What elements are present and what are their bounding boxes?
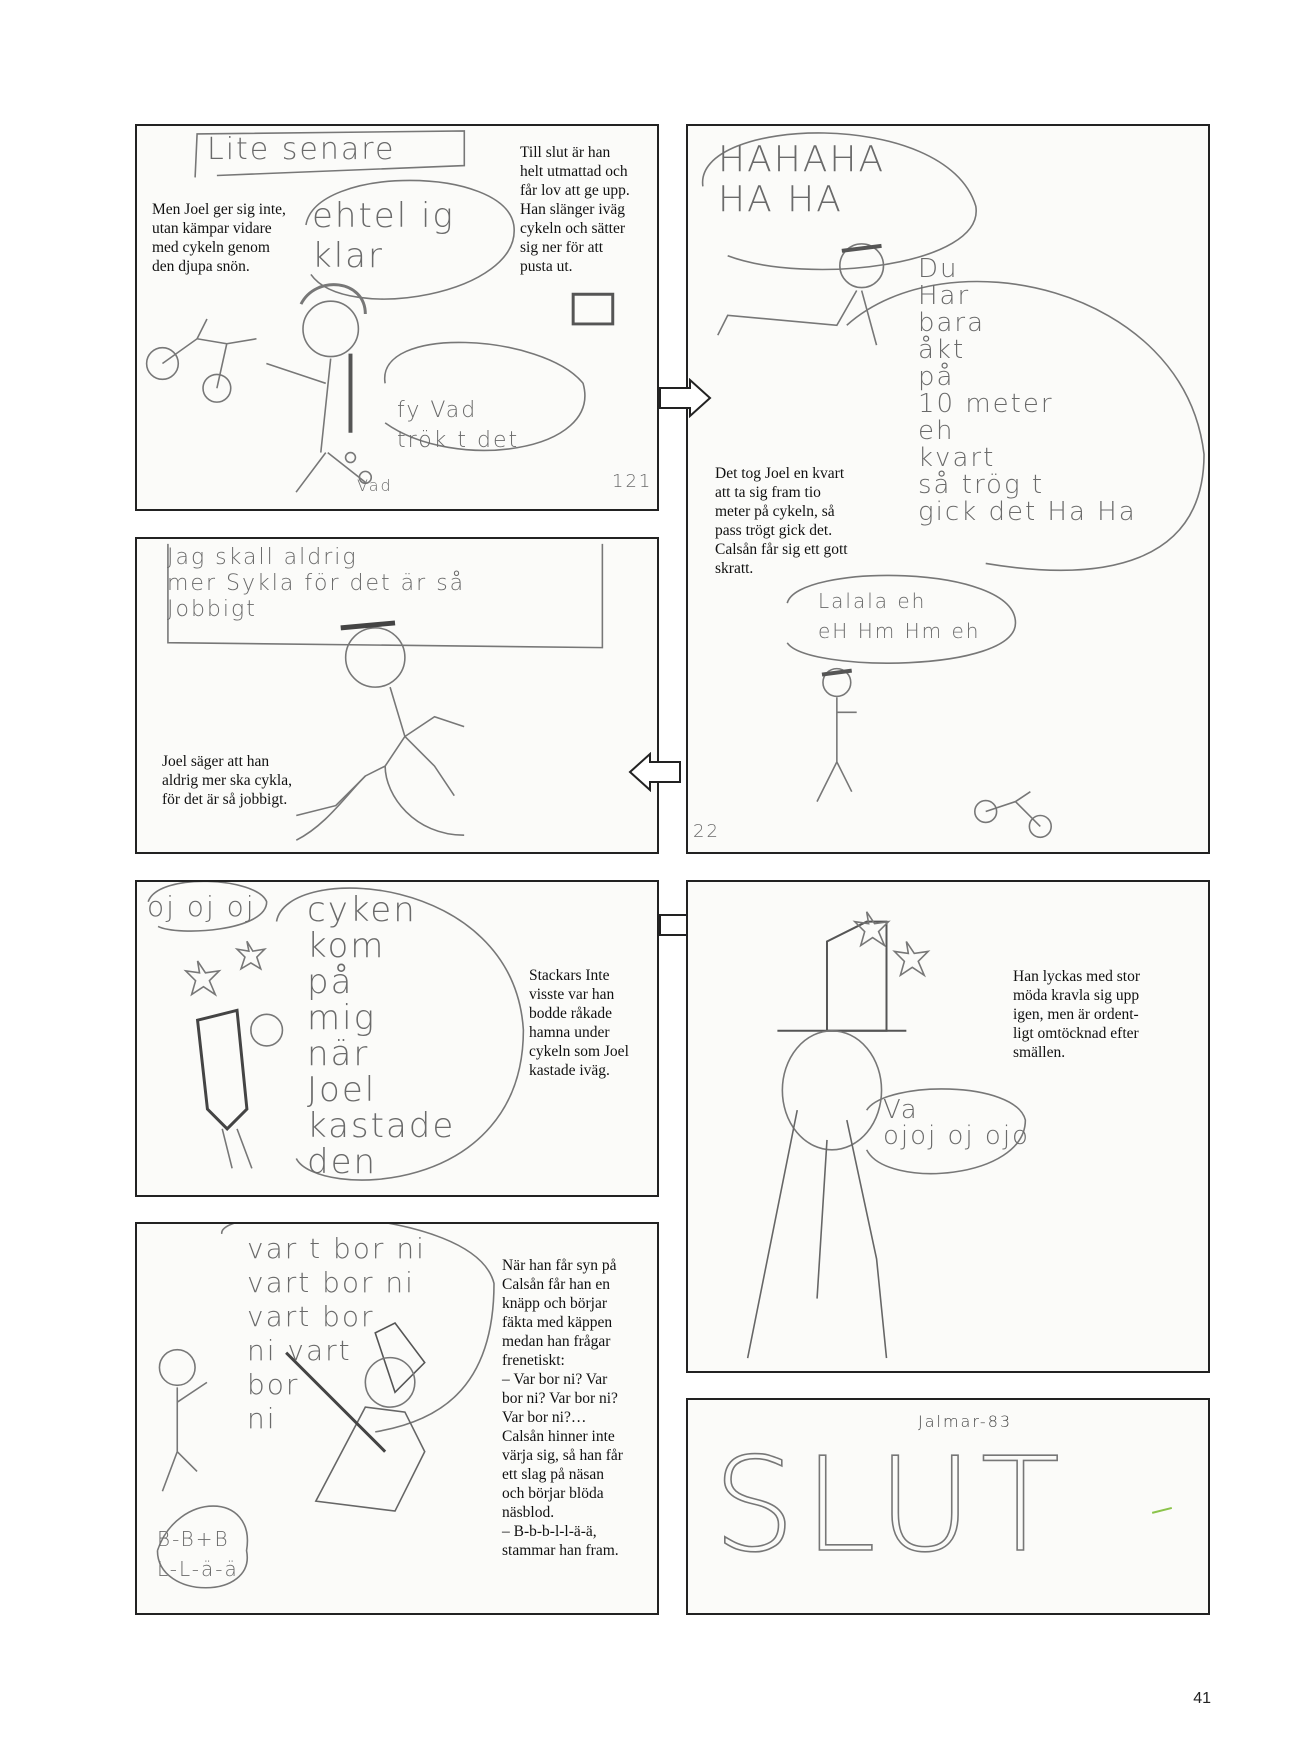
- comic-panel-4: [135, 880, 659, 1197]
- hand-signature-text: Jalmar-83: [918, 1412, 1013, 1431]
- hand-laugh-text: HAHAHA HA HA: [718, 139, 886, 220]
- hand-speech-text: Du Har bara åkt på 10 meter eh kvart så trög t gick det Ha Ha: [918, 254, 1137, 527]
- hand-panel-number: 121: [612, 471, 653, 492]
- arrow-left-icon: [620, 752, 700, 792]
- comic-panel-5: [686, 880, 1210, 1373]
- comic-panel-2: [686, 124, 1210, 854]
- panel-7-marks: [688, 1400, 1208, 1613]
- comic-panel-6: [135, 1222, 659, 1615]
- hand-bubble-text: Lalala eh eH Hm Hm eh: [818, 589, 981, 643]
- hand-bubble-text: Va ojoj oj ojo: [883, 1095, 1030, 1151]
- hand-thought-text: fy Vad trök t det: [397, 398, 520, 453]
- hand-slut-text: SLUT: [713, 1429, 1069, 1581]
- hand-title-text: Lite senare: [207, 132, 396, 167]
- hand-speech-text: cyken kom på mig när Joel kastade den: [307, 890, 456, 1182]
- arrow-right-icon: [640, 378, 720, 418]
- caption: Stackars Inte visste var han bodde råkade hamna under cykeln som Joel kastade iväg.: [529, 967, 629, 1079]
- caption-right: Till slut är han helt utmattad och får lov att ge upp. Han slänger iväg cykeln och sätter sig ner för att pusta ut.: [520, 144, 630, 275]
- hand-speech-text: Jag skall aldrig mer Sykla för det är så Jobbigt: [167, 545, 466, 622]
- hand-speech-text: ehtel ig klar: [312, 196, 455, 276]
- comic-panel-7: [686, 1398, 1210, 1615]
- comic-panel-1: [135, 124, 659, 511]
- hand-panel-number: 22: [693, 821, 720, 842]
- caption-left: Men Joel ger sig inte, utan kämpar vidare med cykeln genom den djupa snön.: [152, 201, 286, 275]
- caption: Joel säger att han aldrig mer ska cykla, för det är så jobbigt.: [162, 753, 292, 808]
- caption: Han lyckas med stor möda kravla sig upp igen, men är ordent- ligt omtöcknad efter smällen.: [1013, 968, 1140, 1061]
- hand-small-text: Vad: [357, 476, 393, 495]
- caption: Det tog Joel en kvart att ta sig fram tio meter på cykeln, så pass trögt gick det. Calsån får sig ett gott skratt.: [715, 465, 848, 577]
- comic-panel-3: [135, 537, 659, 854]
- page-number: 41: [1193, 1690, 1211, 1707]
- hand-oj-text: oj oj oj: [147, 890, 256, 923]
- hand-stutter-text: B-B+B L-L-ä-ä: [157, 1527, 239, 1581]
- caption: När han får syn på Calsån får han en knäpp och börjar fäkta med käppen medan han frågar frenetiskt: – Var bor ni? Var bor ni? Var bor ni? Var bor ni?… Calsån hinner inte värja sig, så han får ett slag på näsan och börjar blöda näsblod. – B-b-b-l-l-ä-ä, stammar han fram.: [502, 1257, 623, 1559]
- hand-speech-text: var t bor ni vart bor ni vart bor ni vart bor ni: [247, 1232, 426, 1435]
